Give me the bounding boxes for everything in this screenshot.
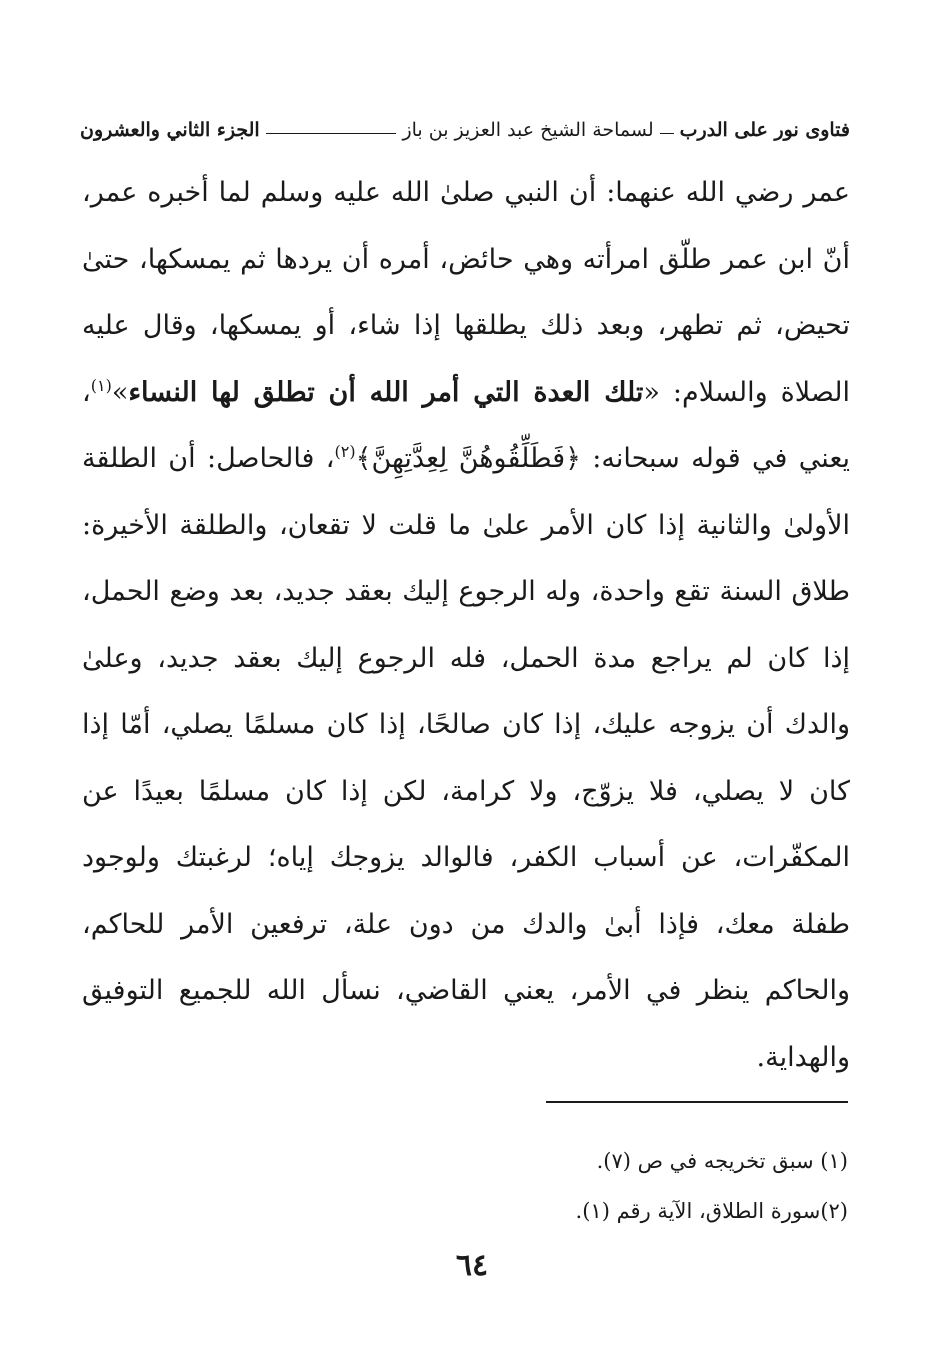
body-text [82,160,850,1091]
page-number: ٦٤ [455,1248,489,1283]
body-part-2: » [111,376,129,408]
volume-title: الجزء الثاني والعشرون [80,119,260,141]
body-paragraph [82,160,850,1091]
body-part-4: ﴾ [355,443,372,474]
footnote-1: (١) سبق تخريجه في ص (٧). [596,1149,848,1173]
footnote-divider [546,1101,848,1103]
footnote-ref-1: (١) [90,375,112,395]
body-part-3: ، يعني في قوله سبحانه: ﴿ [82,376,850,474]
hadith-quote: تلك العدة التي أمر الله أن تطلق لها النساء [128,376,644,408]
footnote-ref-2: (٢) [334,442,356,461]
footnotes [400,1136,848,1236]
book-title: فتاوى نور على الدرب [679,119,850,141]
header-dash [660,133,674,134]
quran-verse: فَطَلِّقُوهُنَّ لِعِدَّتِهِنَّ [371,443,566,474]
header-line [266,133,397,134]
author-name: لسماحة الشيخ عبد العزيز بن باز [402,119,654,141]
body-part-1: عمر رضي الله عنهما: أن النبي صلىٰ الله عليه وسلم لما أخبره عمر، أنّ ابن عمر طلّق امرأته وهي حائض، أمره أن يردها ثم يمسكها، حتىٰ تحيض، ثم تطهر، وبعد ذلك يطلقها إذا شاء، أو يمسكها، وقال عليه الصلاة والسلام: « [82,177,851,408]
body-part-5: ، فالحاصل: أن الطلقة الأولىٰ والثانية إذا كان الأمر علىٰ ما قلت لا تقعان، والطلقة الأخيرة: طلاق السنة تقع واحدة، وله الرجوع إليك بعقد جديد، بعد وضع الحمل، إذا كان لم يراجع مدة الحمل، فله الرجوع إليك بعقد جديد، وعلىٰ والدك أن يزوجه عليك، إذا كان صالحًا، إذا كان مسلمًا يصلي، أمّا إذا كان لا يصلي، فلا يزوّج، ولا كرامة، لكن إذا كان مسلمًا بعيدًا عن المكفّرات، عن أسباب الكفر، فالوالد يزوجك إياه؛ لرغبتك ولوجود طفلة معك، فإذا أبىٰ والدك من دون علة، ترفعين الأمر للحاكم، والحاكم ينظر في الأمر، يعني القاضي، نسأل الله للجميع التوفيق والهداية. [82,443,850,1073]
footnote-2: (٢)سورة الطلاق، الآية رقم (١). [575,1199,848,1223]
running-header [80,110,850,150]
